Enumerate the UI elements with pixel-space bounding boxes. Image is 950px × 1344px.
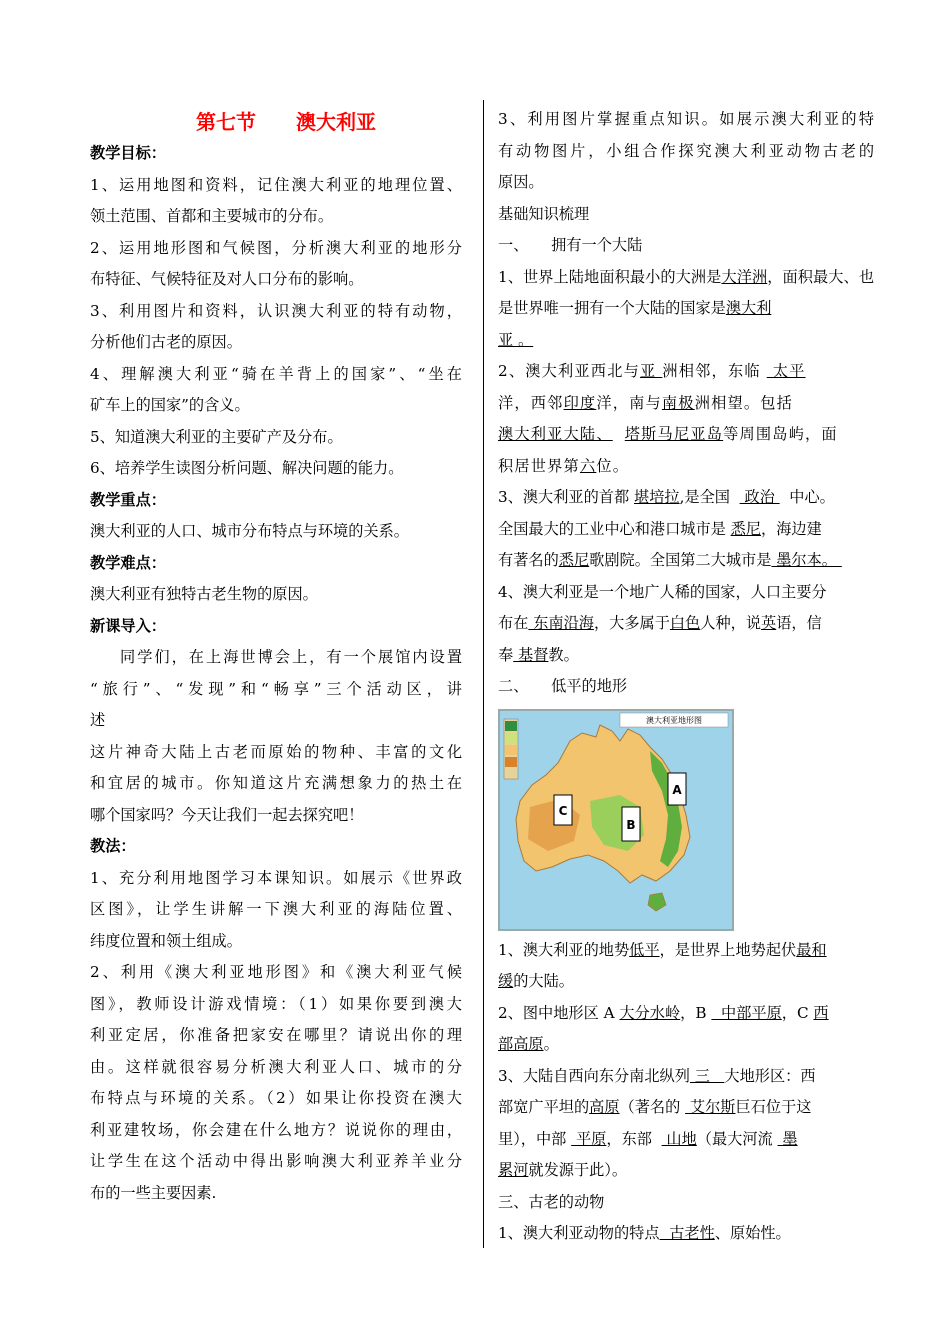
answer: 悉尼 (558, 551, 590, 569)
goal-line: 5、知道澳大利亚的主要矿产及分布。 (90, 427, 343, 446)
q2-2: 2、图中地形区 A 大分水岭，B 中部平原，C 西 部高原。 (498, 1003, 829, 1053)
answer: 白色 (669, 614, 701, 632)
answer: 塔斯马尼亚岛 (624, 425, 724, 443)
australia-terrain-map (498, 709, 734, 931)
method-line: 利亚建牧场，你会建在什么地方？说说你的理由， (90, 1120, 462, 1139)
map-label-b: B (626, 817, 636, 832)
method-line: 布的一些主要因素. (90, 1183, 217, 1202)
method-line: 区图》，让学生讲解一下澳大利亚的海陆位置、 (90, 900, 462, 918)
section-heading-terrain: 二、 低平的地形 (498, 677, 628, 695)
answer: 最和 (796, 940, 827, 959)
answer: 南极 (661, 393, 695, 412)
q1-1: 1、世界上陆地面积最小的大洲是大洋洲，面积最大、也是世界唯一拥有一个大陆的国家是澳大利 亚 。 (498, 267, 875, 349)
page-title: 第七节 澳大利亚 (196, 110, 376, 134)
answer: 中部平原 (711, 1003, 782, 1022)
difficulty-heading: 教学难点： (90, 553, 166, 572)
goal-line: 矿车上的国家”的含义。 (90, 396, 250, 414)
answer: 印度 (563, 393, 597, 412)
q2-3: 3、大陆自西向东分南北纵列 三 大地形区：西 部宽广平坦的高原（著名的 艾尔斯巨石位于这 里），中部 平原，东部 山地（最大河流 墨 累河就发源于此）。 (498, 1066, 816, 1179)
answer: 基督 (513, 645, 549, 664)
method-line: 纬度位置和领土组成。 (90, 931, 242, 950)
intro-line: 述 (90, 711, 106, 729)
answer: 亚 (639, 362, 663, 380)
answer: 古老性 (659, 1224, 715, 1242)
method-line: 由。这样就很容易分析澳大利亚人口、城市的分 (90, 1057, 462, 1076)
key-text: 澳大利亚的人口、城市分布特点与环境的关系。 (90, 522, 409, 540)
method-line: 2、利用《澳大利亚地形图》和《澳大利亚气候 (90, 963, 462, 981)
section-heading-continent: 一、 拥有一个大陆 (498, 236, 643, 254)
goal-line: 1、运用地图和资料，记住澳大利亚的地理位置、 (90, 175, 462, 194)
intro-line: 和宜居的城市。你知道这片充满想象力的热土在 (90, 774, 462, 792)
goal-line: 3、利用图片和资料，认识澳大利亚的特有动物， (90, 301, 462, 320)
answer: 平原 (571, 1129, 607, 1148)
goal-line: 4、理解澳大利亚“骑在羊背上的国家”、“坐在 (90, 364, 462, 383)
answer: 高原 (589, 1098, 620, 1116)
map-svg (500, 711, 732, 929)
method-heading: 教法： (90, 837, 136, 855)
map-title: 澳大利亚地形图 (646, 715, 702, 725)
method-line: 让学生在这个活动中得出影响澳大利亚养羊业分 (90, 1152, 462, 1170)
answer: 英 (761, 614, 777, 632)
key-heading: 教学重点： (90, 490, 166, 509)
intro-line: “旅行”、“发现”和“畅享”三个活动区，讲 (90, 679, 462, 698)
map-label-a: A (672, 782, 682, 797)
answer: 六 (579, 456, 597, 475)
right-column (498, 104, 874, 1250)
answer: 墨尔本。 (771, 551, 842, 569)
method-line: 利亚定居，你准备把家安在哪里？请说出你的理 (90, 1026, 462, 1044)
answer: 西 (813, 1003, 829, 1022)
answer: 墨 (777, 1129, 798, 1148)
answer: 部高原 (498, 1035, 544, 1053)
answer: 艾尔斯 (685, 1098, 736, 1116)
column-divider (483, 100, 484, 1248)
answer: 澳大利亚大陆、 (498, 425, 613, 443)
answer: 澳大利 (725, 299, 772, 317)
answer: 山地 (661, 1129, 697, 1148)
method-line: 3、利用图片掌握重点知识。如展示澳大利亚的特 (498, 110, 874, 128)
answer: 缓 (498, 972, 514, 990)
method-line: 原因。 (498, 173, 544, 191)
intro-heading: 新课导入： (90, 616, 166, 635)
basics-heading: 基础知识梳理 (498, 204, 590, 223)
goals-heading: 教学目标： (90, 144, 166, 162)
q1-4: 4、澳大利亚是一个地广人稀的国家，人口主要分 布在 东南沿海，大多属于白色人种，说英语，信 奉 基督教。 (498, 582, 827, 664)
goal-line: 布特征、气候特征及对人口分布的影响。 (90, 270, 364, 288)
difficulty-text: 澳大利亚有独特古老生物的原因。 (90, 585, 318, 603)
map-label-c: C (558, 803, 568, 818)
goal-line: 分析他们古老的原因。 (90, 333, 242, 351)
answer: 累河 (498, 1161, 529, 1179)
answer: 政治 (739, 488, 780, 506)
answer: 大洋洲 (721, 267, 768, 286)
answer: 太平 (766, 362, 806, 380)
answer: 大分水岭 (619, 1003, 681, 1022)
q1-2: 2、澳大利亚西北与亚 洲相邻，东临 太平 洋，西邻印度洋，南与南极洲相望。包括 澳大利亚大陆、 塔斯马尼亚岛等周围岛屿，面 积居世界第六位。 (498, 362, 838, 475)
goal-line: 2、运用地形图和气候图，分析澳大利亚的地形分 (90, 238, 462, 257)
intro-line: 同学们，在上海世博会上，有一个展馆内设置 (120, 648, 462, 666)
q2-1: 1、澳大利亚的地势低平，是世界上地势起伏最和 缓的大陆。 (498, 940, 827, 990)
goal-line: 领土范围、首都和主要城市的分布。 (90, 207, 333, 225)
q3-1: 1、澳大利亚动物的特点 古老性、原始性。 (498, 1224, 791, 1242)
method-line: 图》，教师设计游戏情境：（1）如果你要到澳大 (90, 994, 462, 1013)
left-column (90, 104, 462, 1209)
intro-line: 哪个国家吗？今天让我们一起去探究吧！ (90, 805, 364, 824)
answer: 低平 (629, 940, 660, 959)
intro-line: 这片神奇大陆上古老而原始的物种、丰富的文化 (90, 742, 462, 761)
method-line: 有动物图片，小组合作探究澳大利亚动物古老的 (498, 141, 874, 160)
section-heading-animals: 三、古老的动物 (498, 1192, 605, 1211)
answer: 亚 。 (498, 330, 534, 349)
answer: 堪培拉 (634, 488, 680, 506)
answer: 东南沿海 (528, 614, 594, 632)
method-line: 1、充分利用地图学习本课知识。如展示《世界政 (90, 868, 462, 887)
goal-line: 6、培养学生读图分析问题、解决问题的能力。 (90, 459, 404, 477)
answer: 三 (689, 1066, 725, 1085)
q1-3: 3、澳大利亚的首都 堪培拉,是全国 政治 中心。 全国最大的工业中心和港口城市是 悉尼，海边建 有著名的悉尼歌剧院。全国第二大城市是 墨尔本。 (498, 488, 842, 569)
answer: 悉尼 (730, 519, 762, 538)
method-line: 布特点与环境的关系。（2）如果让你投资在澳大 (90, 1089, 462, 1107)
